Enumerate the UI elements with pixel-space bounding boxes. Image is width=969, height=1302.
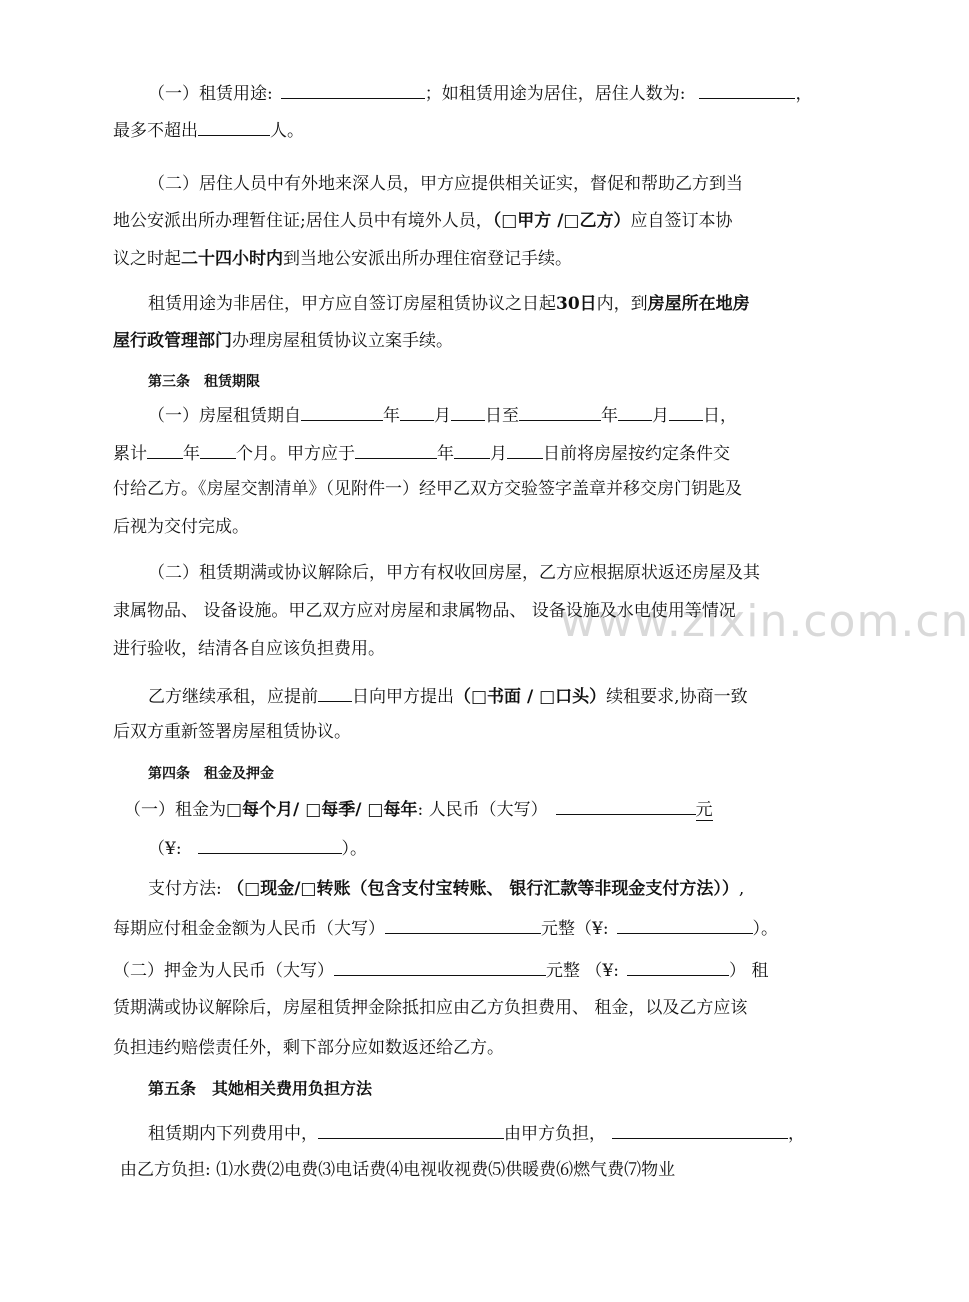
rent-amount-figure-blank[interactable] <box>198 835 342 854</box>
residents-line-2: 地公安派出所办理暂住证;居住人员中有境外人员，（□甲方 /□乙方）应自签订本协 <box>113 211 733 231</box>
rent-amount-words-blank[interactable] <box>556 796 696 815</box>
per-period-rent-line: 每期应付租金金额为人民币（大写） 元整（¥: ）。 <box>113 915 778 939</box>
renewal-line-1: 乙方继续承租，应提前 日向甲方提出（□书面 / □口头）续租要求,协商一致 <box>148 683 748 707</box>
return-line-2: 隶属物品、 设备设施。甲乙双方应对房屋和隶属物品、 设备设施及水电使用等情况 <box>113 601 736 621</box>
per-period-words-blank[interactable] <box>385 915 541 934</box>
payment-method-line: 支付方法: （□现金/□转账（包含支付宝转账、 银行汇款等非现金支付方法））, <box>148 879 745 899</box>
lease-term-line-4: 后视为交付完成。 <box>113 517 249 537</box>
delivery-day-blank[interactable] <box>507 440 543 459</box>
rent-line-1: （一）租金为□每个月/ □每季/ □每年: 人民币（大写） 元 <box>124 796 713 820</box>
per-period-figure-blank[interactable] <box>617 915 753 934</box>
deposit-line-3: 负担违约赔偿责任外，剩下部分应如数返还给乙方。 <box>113 1038 504 1058</box>
article-3-heading: 第三条 租赁期限 <box>148 374 260 390</box>
watermark: www.zixin.com.cn <box>560 596 969 647</box>
max-occupants-blank[interactable] <box>198 117 270 136</box>
total-years-blank[interactable] <box>147 440 183 459</box>
residents-line-3: 议之时起二十四小时内到当地公安派出所办理住宿登记手续。 <box>113 249 572 269</box>
party-checkbox-options[interactable]: （□甲方 /□乙方） <box>492 211 631 231</box>
occupant-count-blank[interactable] <box>699 80 795 99</box>
return-line-3: 进行验收，结清各自应该负担费用。 <box>113 639 385 659</box>
start-day-blank[interactable] <box>451 402 485 421</box>
tenant-fees-blank[interactable] <box>612 1120 788 1139</box>
lease-term-line-3: 付给乙方。《房屋交割清单》（见附件一）经甲乙双方交验签字盖章并移交房门钥匙及 <box>113 479 742 499</box>
deposit-words-blank[interactable] <box>334 957 546 976</box>
fees-line-2: 由乙方负担: ⑴水费⑵电费⑶电话费⑷电视收视费⑸供暖费⑹燃气费⑺物业 <box>120 1160 676 1180</box>
nonresidential-line-1: 租赁用途为非居住，甲方应自签订房屋租赁协议之日起30日内，到房屋所在地房 <box>148 294 750 314</box>
usage-line: （一）租赁用途: ；如租赁用途为居住，居住人数为: ， <box>148 80 812 104</box>
lease-term-line-1: （一）房屋租赁期自 年 月 日至 年 月 日， <box>148 402 737 426</box>
residents-line-1: （二）居住人员中有外地来深人员，甲方应提供相关证实，督促和帮助乙方到当 <box>148 174 743 194</box>
delivery-month-blank[interactable] <box>454 440 490 459</box>
renewal-line-2: 后双方重新签署房屋租赁协议。 <box>113 722 351 742</box>
landlord-fees-blank[interactable] <box>318 1120 504 1139</box>
rent-period-options[interactable]: □每个月/ □每季/ □每年 <box>226 800 418 820</box>
end-month-blank[interactable] <box>618 402 652 421</box>
fees-line-1: 租赁期内下列费用中， 由甲方负担， ， <box>148 1120 805 1144</box>
max-occupants-line: 最多不超出 人。 <box>113 117 304 141</box>
deposit-line-2: 赁期满或协议解除后，房屋租赁押金除抵扣应由乙方负担费用、 租金，以及乙方应该 <box>113 998 748 1018</box>
usage-blank[interactable] <box>281 80 425 99</box>
end-day-blank[interactable] <box>669 402 703 421</box>
rent-line-2: （¥: ）。 <box>148 835 367 859</box>
end-year-blank[interactable] <box>519 402 601 421</box>
payment-method-options[interactable]: （□现金/□转账（包含支付宝转账、 银行汇款等非现金支付方法）） <box>227 879 739 899</box>
article-4-heading: 第四条 租金及押金 <box>148 766 274 782</box>
deposit-figure-blank[interactable] <box>627 957 729 976</box>
total-months-blank[interactable] <box>200 440 236 459</box>
deposit-line-1: （二）押金为人民币（大写） 元整 （¥: ） 租 <box>113 957 768 981</box>
delivery-year-blank[interactable] <box>355 440 437 459</box>
nonresidential-line-2: 屋行政管理部门办理房屋租赁协议立案手续。 <box>113 331 453 351</box>
article-5-heading: 第五条 其她相关费用负担方法 <box>148 1079 373 1098</box>
renewal-days-blank[interactable] <box>318 683 352 702</box>
lease-term-line-2: 累计 年 个月。甲方应于 年 月 日前将房屋按约定条件交 <box>113 440 730 464</box>
renewal-method-options[interactable]: （□书面 / □口头） <box>454 687 607 707</box>
start-year-blank[interactable] <box>301 402 383 421</box>
start-month-blank[interactable] <box>400 402 434 421</box>
return-line-1: （二）租赁期满或协议解除后，甲方有权收回房屋，乙方应根据原状返还房屋及其 <box>148 563 760 583</box>
